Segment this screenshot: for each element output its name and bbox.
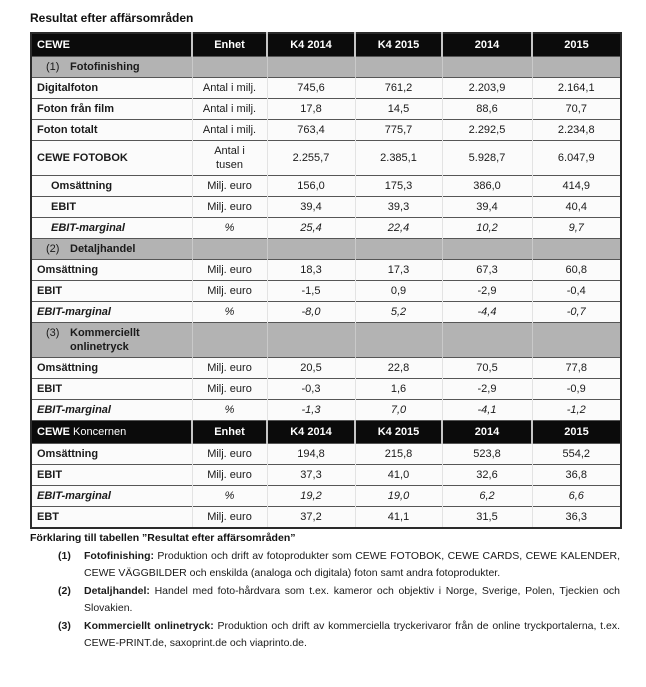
section-row: [31, 323, 621, 358]
data-row: [31, 197, 621, 218]
data-row: [31, 176, 621, 197]
row-value: 36,8: [532, 465, 621, 486]
footnote-item: [30, 583, 620, 617]
results-table-body: [31, 33, 621, 528]
footnote-text: Fotofinishing: Produktion och drift av fotoprodukter som CEWE FOTOBOK, CEWE CARDS, CEWE KALENDER, CEWE VÄGGBILDER och enskilda (analoga och digitala) foton samt andra fotoprodukter.: [84, 550, 620, 579]
row-value: 39,3: [355, 197, 442, 218]
row-unit: Antal i tusen: [192, 141, 267, 176]
row-value: 5,2: [355, 302, 442, 323]
footnote-number: (2): [58, 585, 71, 597]
row-value: -0,3: [267, 379, 355, 400]
row-value: 2.203,9: [442, 78, 532, 99]
row-unit: Milj. euro: [192, 176, 267, 197]
row-label-text: EBIT-marginal: [37, 306, 111, 318]
header-unit-cell: Enhet: [192, 421, 267, 444]
footnote-number: (3): [58, 620, 71, 632]
row-label-text: EBIT: [37, 383, 63, 395]
row-value: 554,2: [532, 444, 621, 465]
section-label: [31, 57, 192, 78]
row-label-text: CEWE FOTOBOK: [37, 152, 128, 164]
header-value-cell: K4 2014: [267, 33, 355, 57]
row-value: 19,0: [355, 486, 442, 507]
footnotes-block: [30, 532, 620, 652]
row-unit: %: [192, 400, 267, 421]
header-value-cell: K4 2015: [355, 421, 442, 444]
row-value: 194,8: [267, 444, 355, 465]
row-value: -0,4: [532, 281, 621, 302]
row-value: 414,9: [532, 176, 621, 197]
row-value: 2.164,1: [532, 78, 621, 99]
page-title: Resultat efter affärsområden: [30, 11, 194, 25]
row-value: 14,5: [355, 99, 442, 120]
section-cell-filler: [442, 239, 532, 260]
row-label-text: Omsättning: [37, 264, 99, 276]
brand-name: CEWE: [37, 426, 70, 438]
section-name: Kommerciellt onlinetryck: [70, 327, 140, 353]
row-value: 775,7: [355, 120, 442, 141]
row-value: 36,3: [532, 507, 621, 529]
row-label-text: Omsättning: [37, 448, 99, 460]
row-unit: %: [192, 302, 267, 323]
row-label-text: Omsättning: [51, 180, 113, 192]
row-value: -2,9: [442, 281, 532, 302]
row-label-text: EBIT: [37, 285, 63, 297]
row-value: 41,1: [355, 507, 442, 529]
row-value: 18,3: [267, 260, 355, 281]
row-label-text: EBIT: [51, 201, 77, 213]
row-value: 17,3: [355, 260, 442, 281]
data-row: [31, 486, 621, 507]
footnote-item: [30, 548, 620, 582]
footnote-text: Kommerciellt onlinetryck: Produktion och drift av kommerciella tryckerivaror från de online tryckportalerna, t.ex. CEWE-PRINT.de, saxoprint.de och viaprinto.de.: [84, 620, 620, 649]
row-unit: Antal i milj.: [192, 78, 267, 99]
section-number: (2): [46, 243, 60, 255]
row-label: [31, 218, 192, 239]
row-value: 523,8: [442, 444, 532, 465]
header-value-cell: 2015: [532, 33, 621, 57]
section-row: [31, 57, 621, 78]
header-value-cell: 2015: [532, 421, 621, 444]
section-name: Fotofinishing: [70, 61, 140, 73]
row-value: 60,8: [532, 260, 621, 281]
data-row: [31, 444, 621, 465]
data-row: [31, 78, 621, 99]
section-cell-filler: [267, 323, 355, 358]
section-cell-filler: [192, 57, 267, 78]
section-cell-filler: [267, 239, 355, 260]
row-value: 745,6: [267, 78, 355, 99]
row-value: 31,5: [442, 507, 532, 529]
footnotes-list: [30, 548, 620, 652]
row-value: 2.292,5: [442, 120, 532, 141]
row-unit: Milj. euro: [192, 379, 267, 400]
row-label: [31, 444, 192, 465]
row-value: 1,6: [355, 379, 442, 400]
row-value: -0,9: [532, 379, 621, 400]
section-number: (1): [46, 61, 60, 73]
data-row: [31, 141, 621, 176]
row-label-text: Foton från film: [37, 103, 114, 115]
row-value: 6.047,9: [532, 141, 621, 176]
row-label: [31, 260, 192, 281]
row-value: 70,5: [442, 358, 532, 379]
row-label: [31, 197, 192, 218]
row-label: [31, 120, 192, 141]
row-label: [31, 302, 192, 323]
brand-name: CEWE: [37, 39, 70, 51]
row-value: 22,8: [355, 358, 442, 379]
header-row: [31, 421, 621, 444]
section-name: Detaljhandel: [70, 243, 136, 255]
header-first-cell: [31, 421, 192, 444]
row-value: 5.928,7: [442, 141, 532, 176]
row-value: 20,5: [267, 358, 355, 379]
row-value: 386,0: [442, 176, 532, 197]
row-value: -4,1: [442, 400, 532, 421]
row-value: 41,0: [355, 465, 442, 486]
row-label: [31, 281, 192, 302]
row-label: [31, 78, 192, 99]
row-label-text: EBIT-marginal: [51, 222, 125, 234]
row-value: 19,2: [267, 486, 355, 507]
header-unit-cell: Enhet: [192, 33, 267, 57]
row-value: -8,0: [267, 302, 355, 323]
footnote-lead: Detaljhandel:: [84, 585, 150, 597]
row-value: -0,7: [532, 302, 621, 323]
row-value: 2.385,1: [355, 141, 442, 176]
row-value: 70,7: [532, 99, 621, 120]
row-unit: Antal i milj.: [192, 120, 267, 141]
data-row: [31, 507, 621, 529]
results-table: [30, 32, 622, 529]
section-cell-filler: [355, 323, 442, 358]
row-label-text: EBIT: [37, 469, 63, 481]
section-cell-filler: [442, 323, 532, 358]
row-value: 761,2: [355, 78, 442, 99]
data-row: [31, 120, 621, 141]
row-value: 22,4: [355, 218, 442, 239]
row-unit: Antal i milj.: [192, 99, 267, 120]
section-label: [31, 239, 192, 260]
row-unit: Milj. euro: [192, 358, 267, 379]
row-value: 9,7: [532, 218, 621, 239]
row-value: 763,4: [267, 120, 355, 141]
row-value: 6,6: [532, 486, 621, 507]
row-label: [31, 141, 192, 176]
row-value: 67,3: [442, 260, 532, 281]
row-value: 39,4: [267, 197, 355, 218]
data-row: [31, 281, 621, 302]
row-value: -1,2: [532, 400, 621, 421]
data-row: [31, 218, 621, 239]
footnotes-heading: Förklaring till tabellen ”Resultat efter affärsområden”: [30, 532, 296, 544]
row-label-text: Digitalfoton: [37, 82, 99, 94]
footnote-lead: Fotofinishing:: [84, 550, 154, 562]
row-value: 25,4: [267, 218, 355, 239]
footnote-text: Detaljhandel: Handel med foto-hårdvara som t.ex. kameror och objektiv i Norge, Sverige, Polen, Tjeckien och Slovakien.: [84, 585, 620, 614]
row-value: 215,8: [355, 444, 442, 465]
row-value: 7,0: [355, 400, 442, 421]
section-number: (3): [46, 327, 60, 339]
data-row: [31, 358, 621, 379]
row-value: 6,2: [442, 486, 532, 507]
section-row: [31, 239, 621, 260]
section-cell-filler: [355, 57, 442, 78]
row-value: 77,8: [532, 358, 621, 379]
row-label-suffix: Koncernen: [70, 426, 127, 438]
data-row: [31, 302, 621, 323]
row-label: [31, 358, 192, 379]
section-cell-filler: [192, 323, 267, 358]
footnote-number: (1): [58, 550, 71, 562]
section-cell-filler: [192, 239, 267, 260]
row-label: [31, 465, 192, 486]
row-label: [31, 400, 192, 421]
row-value: 37,3: [267, 465, 355, 486]
row-value: -1,5: [267, 281, 355, 302]
row-value: -4,4: [442, 302, 532, 323]
row-value: 0,9: [355, 281, 442, 302]
row-label-text: EBIT-marginal: [37, 490, 111, 502]
data-row: [31, 99, 621, 120]
row-label: [31, 99, 192, 120]
row-unit: Milj. euro: [192, 260, 267, 281]
footnote-lead: Kommerciellt onlinetryck:: [84, 620, 214, 632]
row-unit: Milj. euro: [192, 281, 267, 302]
row-label: [31, 176, 192, 197]
row-unit: Milj. euro: [192, 507, 267, 529]
row-label-text: Omsättning: [37, 362, 99, 374]
section-cell-filler: [532, 57, 621, 78]
row-value: 175,3: [355, 176, 442, 197]
header-value-cell: 2014: [442, 33, 532, 57]
row-label: [31, 486, 192, 507]
section-cell-filler: [267, 57, 355, 78]
row-label: [31, 379, 192, 400]
section-cell-filler: [532, 323, 621, 358]
section-cell-filler: [355, 239, 442, 260]
data-row: [31, 465, 621, 486]
row-value: 39,4: [442, 197, 532, 218]
row-value: 37,2: [267, 507, 355, 529]
header-first-cell: [31, 33, 192, 57]
section-label: [31, 323, 192, 358]
data-row: [31, 400, 621, 421]
row-unit: Milj. euro: [192, 197, 267, 218]
row-label-text: Foton totalt: [37, 124, 98, 136]
row-value: 40,4: [532, 197, 621, 218]
header-value-cell: K4 2015: [355, 33, 442, 57]
row-label: [31, 507, 192, 529]
row-value: 32,6: [442, 465, 532, 486]
row-unit: %: [192, 218, 267, 239]
row-value: 17,8: [267, 99, 355, 120]
header-value-cell: 2014: [442, 421, 532, 444]
header-value-cell: K4 2014: [267, 421, 355, 444]
row-value: -2,9: [442, 379, 532, 400]
row-value: 2.255,7: [267, 141, 355, 176]
section-cell-filler: [532, 239, 621, 260]
section-cell-filler: [442, 57, 532, 78]
row-label-text: EBT: [37, 511, 59, 523]
row-label-text: EBIT-marginal: [37, 404, 111, 416]
row-value: 2.234,8: [532, 120, 621, 141]
footnote-item: [30, 618, 620, 652]
row-value: -1,3: [267, 400, 355, 421]
row-unit: Milj. euro: [192, 465, 267, 486]
data-row: [31, 260, 621, 281]
row-value: 88,6: [442, 99, 532, 120]
data-row: [31, 379, 621, 400]
row-unit: Milj. euro: [192, 444, 267, 465]
row-value: 10,2: [442, 218, 532, 239]
row-value: 156,0: [267, 176, 355, 197]
row-unit: %: [192, 486, 267, 507]
header-row: [31, 33, 621, 57]
